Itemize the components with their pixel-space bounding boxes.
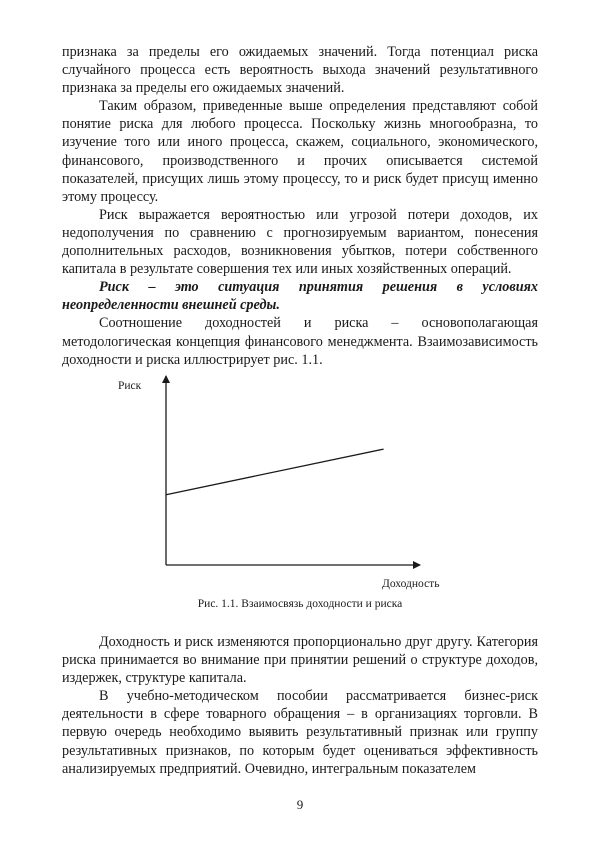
page-number: 9 [296, 797, 304, 812]
paragraph: Риск выражается вероятностью или угрозой потери доходов, их недополучения по сравнению с прогнозируемым вариантом, понесения дополнительных расходов, возникновения убытков, потери собственного капитала в результате совершения тех или иных хозяйственных операций. [62, 206, 538, 278]
figure-caption: Рис. 1.1. Взаимосвязь доходности и риска [197, 598, 403, 610]
paragraph: Соотношение доходностей и риска – основополагающая методологическая концепция финансового менеджмента. Взаимозависимость доходности и риска иллюстрирует рис. 1.1. [62, 315, 538, 368]
paragraph: В учебно-методическом пособии рассматривается бизнес-риск деятельности в сфере товарного обращения – в организациях торговли. В первую очередь необходимо выявить результативный признак или группу результативных признаков, по которым будет оцениваться эффективность анализируемых предприятий. Очевидно, интегральным показателем [62, 688, 538, 777]
x-axis-label: Доходность [382, 578, 440, 590]
text-block-bottom [62, 633, 538, 778]
paragraph: Доходность и риск изменяются пропорционально друг другу. Категория риска принимается во внимание при принятии решений о структуре доходов, издержек, структуре капитала. [62, 634, 538, 687]
paragraph: Таким образом, приведенные выше определения представляют собой понятие риска для любого процесса. Поскольку жизнь многообразна, то изучение того или иного процесса, скажем, социального, экономического, финансового, производственного и прочих описывается системой показателей, присущих лишь этому процессу, то и риск будет присущ именно этому процессу. [62, 98, 538, 205]
series-line-0 [166, 449, 384, 495]
risk-definition: Риск – это ситуация принятия решения в условиях неопределенности внешней среды. [62, 279, 538, 314]
series-layer [166, 449, 384, 495]
paragraph: признака за пределы его ожидаемых значений. Тогда потенциал риска случайного процесса есть вероятность выхода значений результативного признака за пределы его ожидаемых значений. [62, 44, 538, 97]
text-block-top [62, 43, 538, 369]
y-axis-label: Риск [118, 380, 142, 392]
